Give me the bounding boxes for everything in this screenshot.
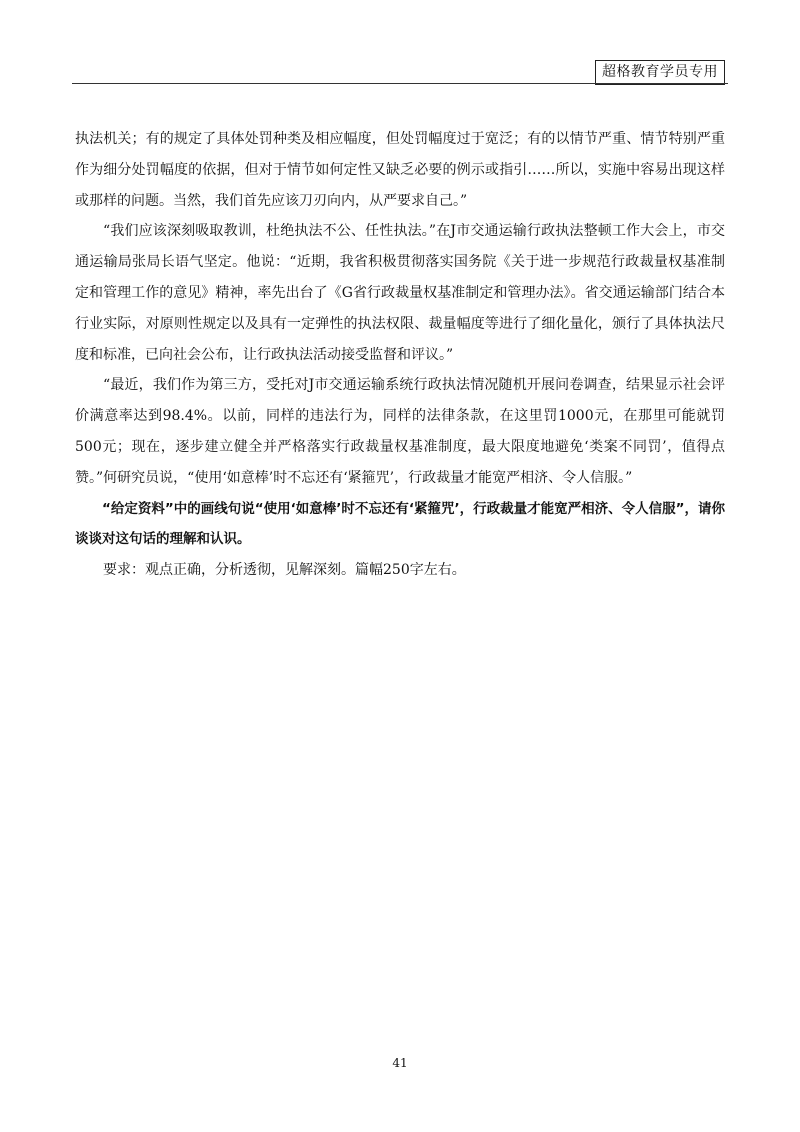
paragraph-researcher-quote: “最近，我们作为第三方，受托对J市交通运输系统行政执法情况随机开展问卷调查，结果显示社会评价满意率达到98.4%。以前，同样的违法行为，同样的法律条款，在这里罚1000元，在那里可能就罚500元；现在，逐步建立健全并严格落实行政裁量权基准制度，最大限度地避免‘类案不同罚’，值得点赞。”何研究员说，“使用‘如意棒’时不忘还有‘紧箍咒’，行政裁量才能宽严相济、令人信服。”: [75, 377, 725, 486]
answer-requirement: 要求：观点正确，分析透彻，见解深刻。篇幅250字左右。: [103, 562, 466, 579]
page-number: 41: [392, 1056, 408, 1070]
document-body: [75, 124, 725, 586]
question-prompt: “给定资料”中的画线句说“使用‘如意棒’时不忘还有‘紧箍咒’，行政裁量才能宽严相济、令人信服”，请你谈谈对这句话的理解和认识。: [75, 500, 726, 548]
header-divider: [72, 83, 728, 84]
paragraph-continued: 执法机关；有的规定了具体处罚种类及相应幅度，但处罚幅度过于宽泛；有的以情节严重、情节特别严重作为细分处罚幅度的依据，但对于情节如何定性又缺乏必要的例示或指引……所以，实施中容易出现这样或那样的问题。当然，我们首先应该刀刃向内，从严要求自己。”: [75, 131, 725, 209]
paragraph-director-quote: “我们应该深刻吸取教训，杜绝执法不公、任性执法。”在J市交通运输行政执法整顿工作大会上，市交通运输局张局长语气坚定。他说：“近期，我省积极贯彻落实国务院《关于进一步规范行政裁量权基准制定和管理工作的意见》精神，率先出台了《G省行政裁量权基准制定和管理办法》。省交通运输部门结合本行业实际，对原则性规定以及具有一定弹性的执法权限、裁量幅度等进行了细化量化，颁行了具体执法尺度和标准，已向社会公布，让行政执法活动接受监督和评议。”: [75, 223, 725, 363]
header-tag: 超格教育学员专用: [595, 60, 725, 85]
